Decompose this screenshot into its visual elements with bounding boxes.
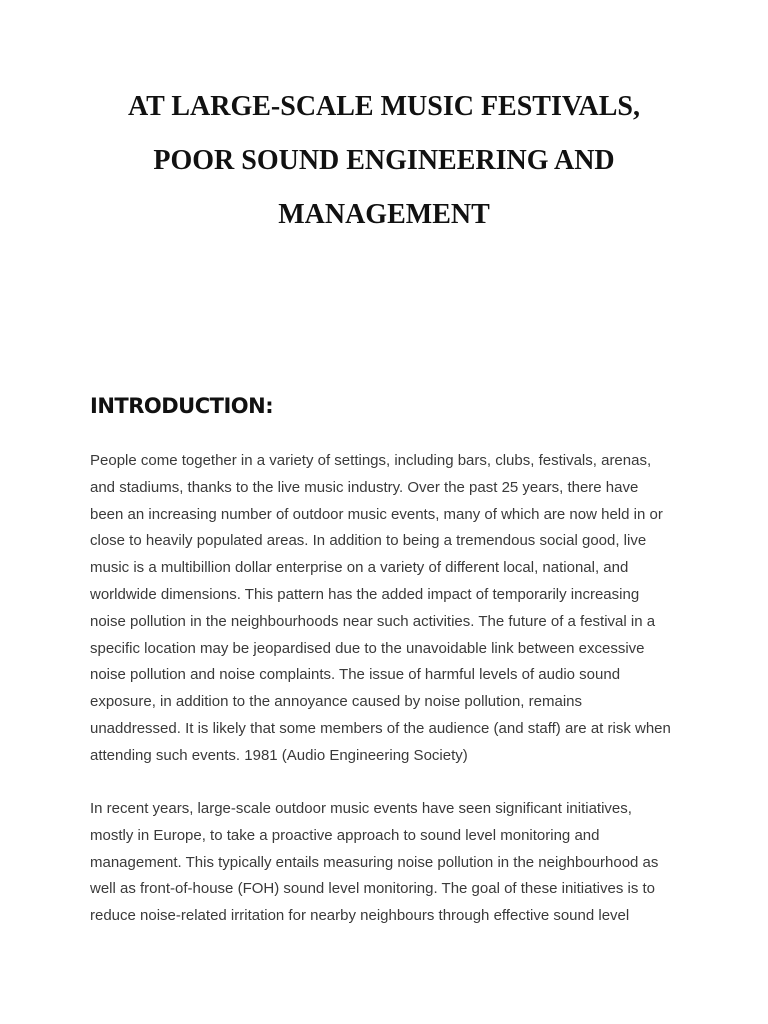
- title-line: AT LARGE-SCALE MUSIC FESTIVALS,: [128, 91, 640, 122]
- title-line: MANAGEMENT: [278, 199, 490, 230]
- text-line: In recent years, large-scale outdoor music events have seen significant initiatives,: [90, 800, 632, 817]
- text-line: noise pollution and noise complaints. The issue of harmful levels of audio sound: [90, 666, 621, 684]
- text-line: worldwide dimensions. This pattern has the added impact of temporarily increasing: [90, 585, 640, 603]
- paragraph-1: [90, 448, 690, 770]
- text-line: attending such events. 1981 (Audio Engineering Society): [90, 746, 468, 764]
- document-title: [60, 80, 708, 242]
- text-line: well as front-of-house (FOH) sound level monitoring. The goal of these initiatives is to: [90, 880, 655, 898]
- text-line: unaddressed. It is likely that some members of the audience (and staff) are at risk when: [90, 719, 671, 737]
- title-line: POOR SOUND ENGINEERING AND: [153, 145, 615, 176]
- text-line: music is a multibillion dollar enterprise on a variety of different local, national, and: [90, 559, 629, 577]
- text-line: People come together in a variety of settings, including bars, clubs, festivals, arenas,: [90, 452, 652, 469]
- text-line: mostly in Europe, to take a proactive approach to sound level monitoring and: [90, 826, 600, 844]
- section-heading-introduction: INTRODUCTION:: [90, 394, 274, 418]
- text-line: and stadiums, thanks to the live music industry. Over the past 25 years, there have: [90, 478, 639, 496]
- paragraph-2: [90, 796, 690, 930]
- text-line: reduce noise-related irritation for nearby neighbours through effective sound level: [90, 907, 630, 925]
- text-line: close to heavily populated areas. In addition to being a tremendous social good, live: [90, 532, 647, 550]
- text-line: specific location may be jeopardised due to the unavoidable link between excessive: [90, 639, 645, 657]
- text-line: management. This typically entails measuring noise pollution in the neighbourhood as: [90, 853, 659, 871]
- text-line: noise pollution in the neighbourhoods near such activities. The future of a festival in a: [90, 612, 656, 630]
- text-line: been an increasing number of outdoor music events, many of which are now held in or: [90, 505, 663, 523]
- text-line: exposure, in addition to the annoyance caused by noise pollution, remains: [90, 693, 582, 711]
